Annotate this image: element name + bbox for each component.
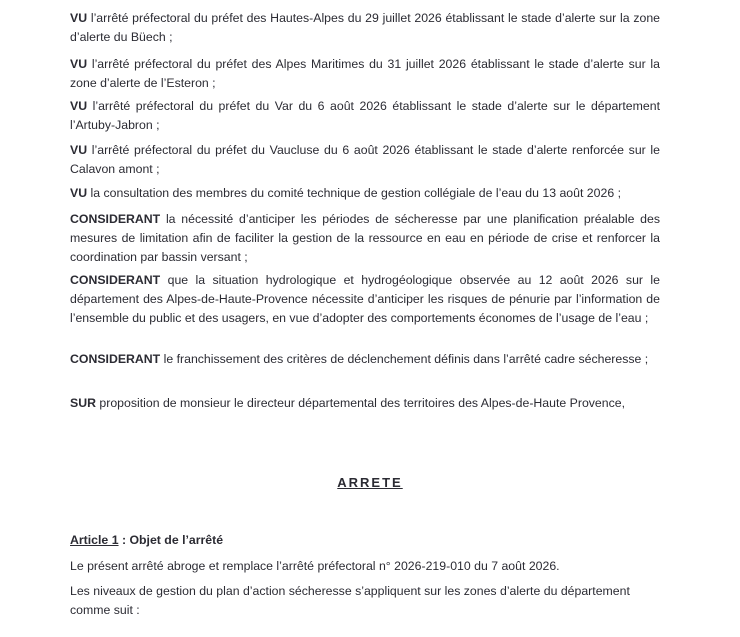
article-paragraph: Le présent arrêté abroge et remplace l’arrêté préfectoral n° 2026-219-010 du 7 août 2026. bbox=[70, 559, 560, 573]
consideration-paragraph bbox=[70, 184, 660, 203]
decision-title: ARRETE bbox=[337, 475, 403, 490]
consideration-text: la consultation des membres du comité technique de gestion collégiale de l’eau du 13 août 2026 ; bbox=[87, 186, 621, 200]
keyword: CONSIDERANT bbox=[70, 212, 161, 226]
consideration-paragraph bbox=[70, 350, 660, 369]
article-heading bbox=[70, 531, 223, 550]
keyword: CONSIDERANT bbox=[70, 352, 161, 366]
keyword: VU bbox=[70, 99, 88, 113]
keyword: CONSIDERANT bbox=[70, 273, 161, 287]
consideration-text: l’arrêté préfectoral du préfet du Vaucluse du 6 août 2026 établissant le stade d’alerte renforcée sur le Calavon amont ; bbox=[70, 143, 660, 176]
keyword: VU bbox=[70, 186, 88, 200]
article-label: Article 1 bbox=[70, 533, 119, 547]
consideration-text: le franchissement des critères de déclenchement définis dans l’arrêté cadre sécheresse ; bbox=[160, 352, 649, 366]
consideration-text: proposition de monsieur le directeur départemental des territoires des Alpes-de-Haute Provence, bbox=[95, 396, 626, 410]
article-paragraph: Les niveaux de gestion du plan d’action sécheresse s’appliquent sur les zones d’alerte du département comme suit : bbox=[70, 584, 630, 617]
keyword: SUR bbox=[70, 396, 96, 410]
keyword: VU bbox=[70, 57, 88, 71]
consideration-paragraph bbox=[70, 271, 660, 328]
consideration-paragraph bbox=[70, 141, 660, 179]
keyword: VU bbox=[70, 11, 88, 25]
consideration-paragraph bbox=[70, 394, 670, 413]
consideration-text: l’arrêté préfectoral du préfet du Var du 6 août 2026 établissant le stade d’alerte sur le département l’Artuby-Jabron ; bbox=[70, 99, 660, 132]
consideration-text: la nécessité d’anticiper les périodes de sécheresse par une planification préalable des mesures de limitation afin de faciliter la gestion de la ressource en eau en période de crise et renforcer la coordination par bassin versant ; bbox=[70, 212, 660, 264]
keyword: VU bbox=[70, 143, 88, 157]
consideration-text: l’arrêté préfectoral du préfet des Alpes Maritimes du 31 juillet 2026 établissant le stade d’alerte sur la zone d’alerte de l’Esteron ; bbox=[70, 57, 660, 90]
article-title: : Objet de l’arrêté bbox=[118, 533, 224, 547]
consideration-paragraph bbox=[70, 210, 660, 267]
consideration-text: l’arrêté préfectoral du préfet des Hautes-Alpes du 29 juillet 2026 établissant le stade d’alerte sur la zone d’alerte du Büech ; bbox=[70, 11, 660, 44]
consideration-paragraph bbox=[70, 9, 660, 47]
consideration-paragraph bbox=[70, 55, 660, 93]
consideration-paragraph bbox=[70, 97, 660, 135]
consideration-text: que la situation hydrologique et hydrogéologique observée au 12 août 2026 sur le département des Alpes-de-Haute-Provence nécessite d’anticiper les risques de pénurie par l’information de l’ensemble du public et des usagers, en vue d’adopter des comportements économes de l’usage de l’eau ; bbox=[70, 273, 660, 325]
